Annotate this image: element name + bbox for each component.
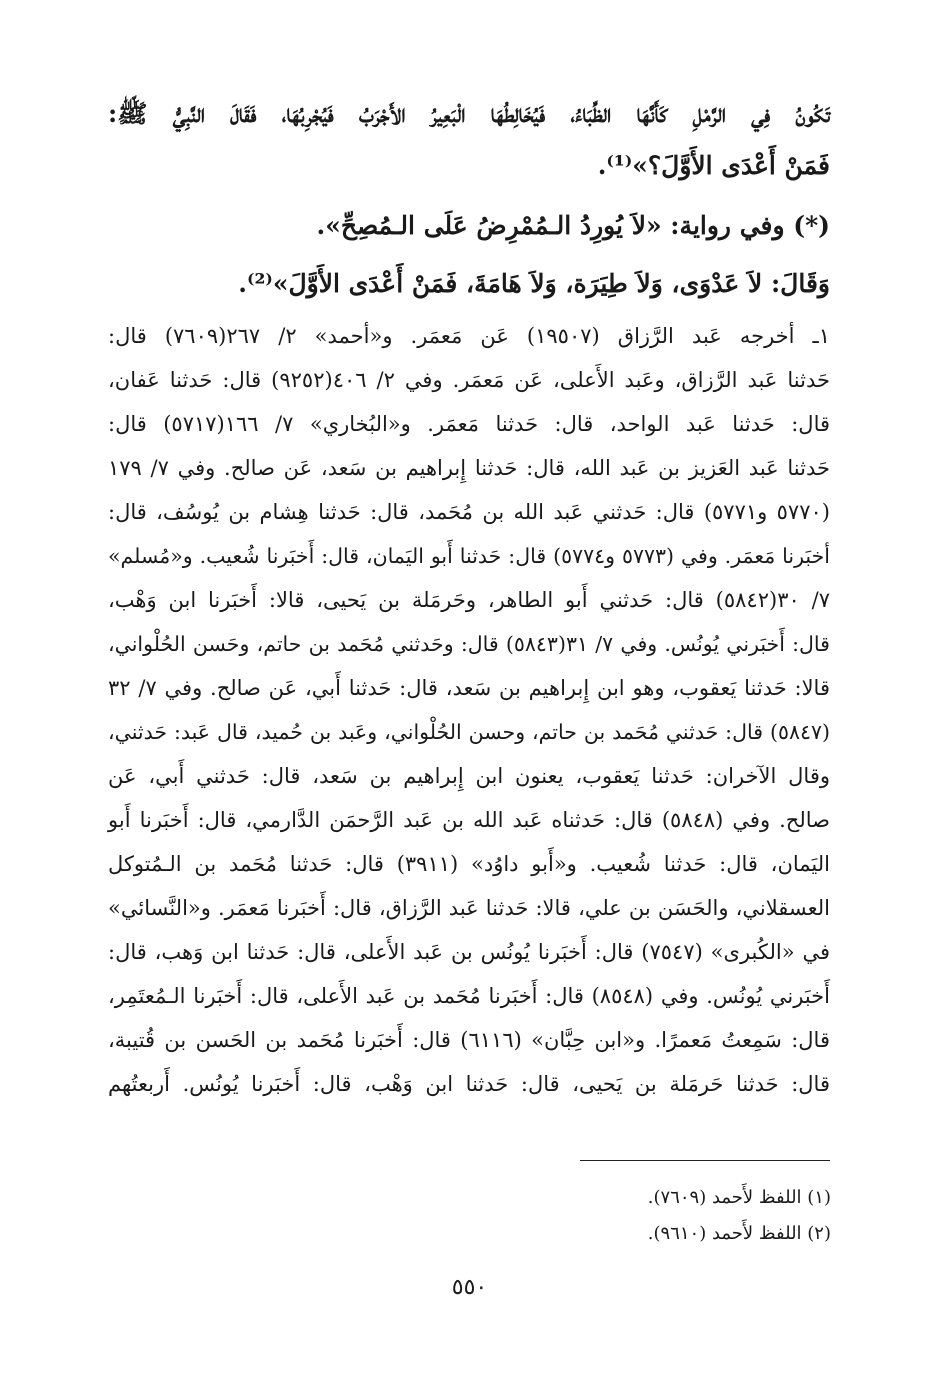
page-number: ٥٥٠ xyxy=(451,1275,488,1300)
takhrij-line: اليَمان، قال: حَدثنا شُعيب. و«أَبو داوُد» (٣٩١١) قال: حَدثنا مُحَمد بن الـمُتوكل xyxy=(108,852,830,876)
footnote: (٢) اللفظ لأَحمد (٩٦١٠). xyxy=(647,1223,831,1244)
takhrij-line: ٧/ ٣٠(٥٨٤٢) قال: حَدثني أَبو الطاهر، وحَرمَلة بن يَحيى، قالا: أَخبَرنا ابن وَهْب، xyxy=(108,588,830,612)
takhrij-line: (٥٧٧٠ و٥٧٧١) قال: حَدثني عَبد الله بن مُحَمد، قال: حَدثنا هِشام بن يُوسُف، قال: xyxy=(108,500,830,524)
hadith-line: تَكُونُ فِي الرَّمْلِ كَأَنَّهَا الظِّبَاءُ، فَيُخَالِطُهَا الْبَعِيرُ الأَجْرَبُ فَيُجْرِبُهَا، فَقَالَ النَّبِيُّ ﷺ: xyxy=(108,99,830,128)
hadith-line: (*) وفي رواية: «لاَ يُورِدُ الـمُمْرِضُ عَلَى الـمُصِحِّ». xyxy=(316,211,830,240)
takhrij-line: أَخبَرني يُونُس. وفي (٨٥٤٨) قال: أَخبَرنا مُحَمد بن عَبد الأَعلى، قال: أَخبَرنا الـمُعتَمِر، xyxy=(108,984,830,1008)
takhrij-line: العسقلاني، والحَسَن بن علي، قالا: حَدثنا عَبد الرَّزاق، قال: أَخبَرنا مَعمَر. و«النَّسائي» xyxy=(108,896,830,920)
takhrij-line: في «الكُبرى» (٧٥٤٧) قال: أَخبَرنا يُونُس بن عَبد الأَعلى، قال: حَدثنا ابن وَهب، قال: xyxy=(108,940,830,964)
takhrij-line: حَدثنا عَبد العَزيز بن عَبد الله، قال: حَدثنا إِبراهيم بن سَعد، عَن صالح. وفي ٧/ ١٧٩ xyxy=(108,456,830,480)
takhrij-line: قال: حَدثنا عَبد الواحد، قال: حَدثنا مَعمَر. و«البُخاري» ٧/ ١٦٦(٥٧١٧) قال: xyxy=(108,412,831,436)
takhrij-line: قال: حَدثنا حَرمَلة بن يَحيى، قال: حَدثنا ابن وَهْب، قال: أَخبَرنا يُونُس. أَربعتُهم xyxy=(108,1072,830,1096)
hadith-line: وَقَالَ: لاَ عَدْوَى، وَلاَ طِيَرَة، وَلاَ هَامَةَ، فَمَنْ أَعْدَى الأَوَّلَ»⁽²⁾. xyxy=(238,269,830,298)
takhrij-line: قالا: حَدثنا يَعقوب، وهو ابن إِبراهيم بن سَعد، قال: حَدثنا أَبي، عَن صالح. وفي ٧/ ٣٢ xyxy=(108,676,830,700)
takhrij-line: قال: أَخبَرني يُونُس. وفي ٧/ ٣١(٥٨٤٣) قال: وحَدثني مُحَمد بن حاتم، وحَسن الحُلْواني، xyxy=(108,632,830,656)
footnote-separator xyxy=(580,1160,830,1161)
takhrij-line: قال: سَمِعتُ مَعمرًا. و«ابن حِبَّان» (٦١١٦) قال: أَخبَرنا مُحَمد بن الحَسن بن قُتيبة، xyxy=(108,1028,830,1052)
footnote: (١) اللفظ لأَحمد (٧٦٠٩). xyxy=(647,1187,831,1208)
takhrij-line: حَدثنا عَبد الرَّزاق، وعَبد الأَعلى، عَن مَعمَر. وفي ٢/ ٤٠٦(٩٢٥٢) قال: حَدثنا عَفان، xyxy=(108,368,830,392)
takhrij-line: ١ـ أخرجه عَبد الرَّزاق (١٩٥٠٧) عَن مَعمَر. و«أحمد» ٢/ ٢٦٧(٧٦٠٩) قال: xyxy=(108,324,830,348)
takhrij-line: (٥٨٤٧) قال: حَدثني مُحَمد بن حاتم، وحسن الحُلْواني، وعَبد بن حُميد، قال عَبد: حَدثني، xyxy=(108,720,830,744)
takhrij-line: وقال الآخران: حَدثنا يَعقوب، يعنون ابن إِبراهيم بن سَعد، قال: حَدثني أَبي، عَن xyxy=(108,764,830,788)
takhrij-line: أخبَرنا مَعمَر. وفي (٥٧٧٣ و٥٧٧٤) قال: حَدثنا أَبو اليَمان، قال: أَخبَرنا شُعيب. و«مُسلم» xyxy=(108,544,830,568)
footnotes xyxy=(109,1180,831,1252)
hadith-line: فَمَنْ أَعْدَى الأَوَّلَ؟»⁽¹⁾. xyxy=(597,151,830,180)
takhrij-line: صالح. وفي (٥٨٤٨) قال: حَدثناه عَبد الله بن عَبد الرَّحمَن الدَّارمي، قال: أَخبَرنا أَبو xyxy=(108,808,830,832)
